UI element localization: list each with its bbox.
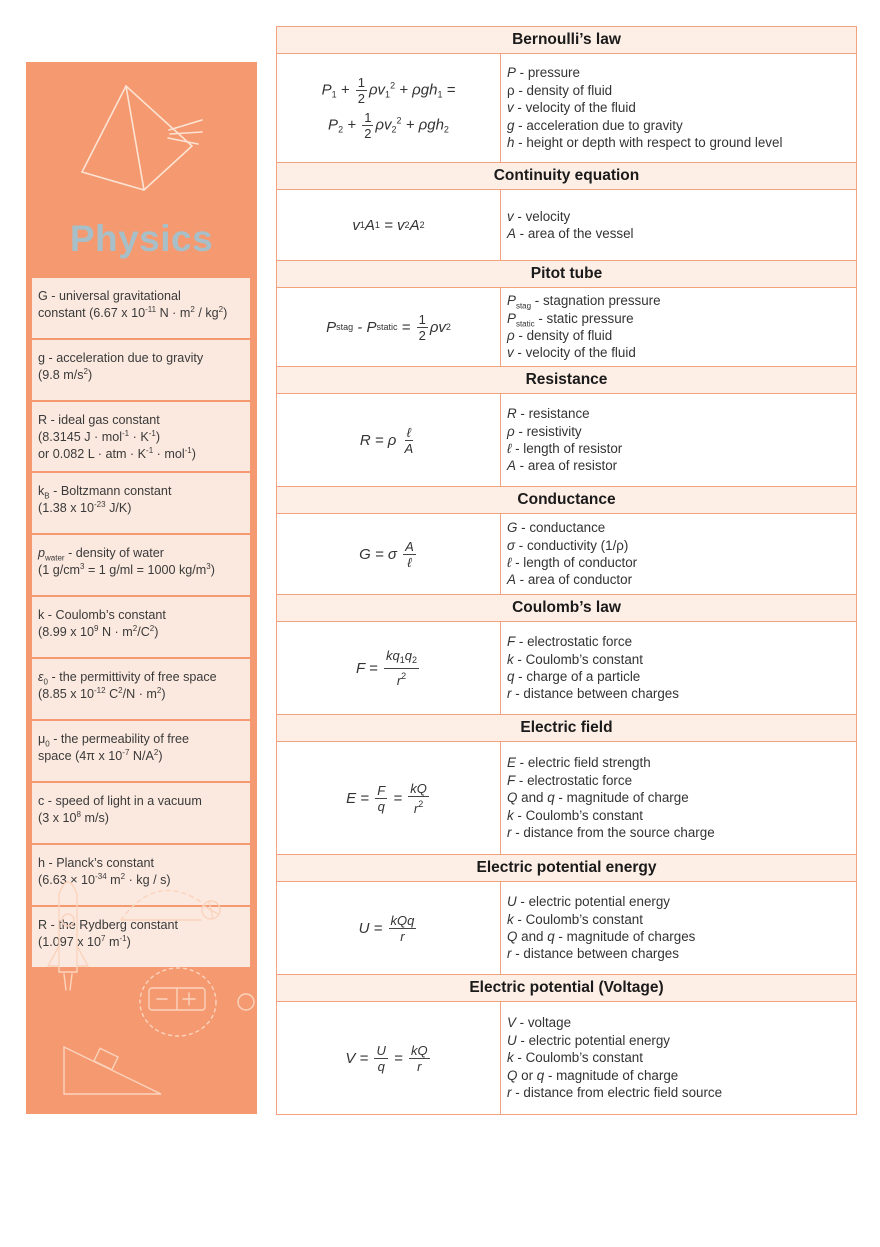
constant-text: (1.097 x 10 [38,935,102,949]
section-title-potential-energy: Electric potential energy [277,854,856,882]
definition-item [507,754,856,771]
constant-superscript: 2 [149,623,155,633]
definition-symbol: k [507,651,514,667]
definition-item [507,1049,856,1066]
definition-item [507,423,856,440]
constant-item [32,340,250,402]
definition-item [507,1067,856,1084]
definition-symbol: E [507,755,516,771]
definition-symbol: U [507,894,517,910]
section-title-resistance: Resistance [277,366,856,394]
definition-text: - voltage [515,1015,572,1031]
definition-text: - electric potential energy [516,894,670,910]
constant-item [32,535,250,597]
constant-subscript: 0 [43,677,48,687]
section-title-conductance: Conductance [277,486,856,514]
section-title-potential: Electric potential (Voltage) [277,974,856,1002]
definition-text: - density of fluid [514,328,613,343]
definition-symbol: v [507,345,514,361]
pyramid-prism-icon [74,82,204,194]
constant-text: ) [87,368,93,382]
definition-item [507,893,856,910]
constant-item [32,659,250,721]
constant-text: ) [154,625,159,639]
bernoulli-definitions [501,54,856,162]
constant-line [38,624,244,641]
definition-item [507,134,856,151]
definition-symbol: q [547,929,555,944]
definition-item [507,668,856,685]
definition-symbol: P [507,310,516,326]
constant-text: h - Planck’s constant [38,856,154,870]
definition-item [507,99,856,116]
definition-text: - velocity of the fluid [513,100,636,116]
constant-line [38,731,244,748]
definition-subscript: static [515,319,535,329]
definition-text: - Coulomb’s constant [513,807,643,823]
potential-definitions [501,1002,856,1114]
constant-text: ) [191,447,196,461]
constant-text: or 0.082 L · atm · K [38,447,147,461]
constant-line [38,288,244,305]
constant-superscript: -12 [94,685,106,695]
constant-text: R - the Rydberg constant [38,918,179,932]
constant-text: G - universal gravitational [38,289,181,303]
definition-text: - pressure [515,65,580,81]
section-electric-field [277,742,856,854]
definition-symbol: ℓ [507,441,512,456]
constant-line [38,810,244,827]
constant-text: /C [137,625,150,639]
constant-text: N/A [129,749,154,763]
section-resistance [277,394,856,486]
conductance-definitions [501,514,856,594]
constant-text: ) [158,749,163,763]
constant-text: ) [223,306,228,320]
pitot-definitions [501,288,856,366]
resistance-formula: R = ρ $\frac{\text{ℓ}}{A}$ [277,394,501,486]
constant-item [32,597,250,659]
conductance-formula: G = σ $\frac{A}{\text{ℓ}}$ [277,514,501,594]
definition-text: - velocity of the fluid [513,345,636,361]
definition-symbol: A [507,572,516,588]
definition-item [507,928,856,945]
definition-symbol: R [507,406,517,422]
constant-text: ) [126,935,131,949]
section-coulomb [277,622,856,714]
section-conductance [277,514,856,594]
constant-superscript: 8 [76,809,81,819]
potential-energy-definitions [501,882,856,974]
definition-text: - area of conductor [515,572,633,588]
physics-doodles [26,862,257,1114]
definition-text: - stagnation pressure [531,293,661,309]
constant-text: constant (6.67 x 10 [38,306,146,320]
definition-item [507,772,856,789]
constant-line [38,793,244,810]
definition-item [507,807,856,824]
definition-text: - acceleration due to gravity [514,117,683,133]
constant-subscript: water [45,553,65,563]
definition-item [507,911,856,928]
constant-text: (9.8 m/s [38,368,84,382]
constant-item [32,721,250,783]
constant-text: · K [129,430,149,444]
definition-text: - distance between charges [511,946,679,962]
definition-symbol: v [507,208,514,224]
definition-text: - Coulomb’s constant [513,651,643,667]
constant-subscript: 0 [45,739,50,749]
constant-text: - the permittivity of free space [48,670,217,684]
formula-table [276,26,857,1115]
definition-text: - electrostatic force [515,772,633,788]
definition-item [507,327,856,344]
definition-text: - area of the vessel [515,226,634,241]
constant-text: (1.38 x 10 [38,501,95,515]
definition-item [507,292,856,309]
definition-symbol: Q [507,929,518,944]
constant-text: R - ideal gas constant [38,413,160,427]
constant-text: - Boltzmann constant [49,484,172,498]
constant-symbol: μ [38,732,46,746]
section-potential [277,1002,856,1114]
definition-symbol: F [507,634,516,650]
constant-text: - density of water [64,546,164,560]
definition-symbol: ρ [507,328,515,343]
constant-line [38,429,244,446]
definition-symbol: σ [507,537,516,553]
definition-symbol: U [507,1032,517,1048]
constant-line [38,412,244,429]
section-title-coulomb: Coulomb’s law [277,594,856,622]
constant-superscript: 2 [83,366,88,376]
definition-item [507,64,856,81]
constant-superscript: -1 [119,933,127,943]
definition-item [507,789,856,806]
constant-text: m/s) [80,811,109,825]
constant-text: k - Coulomb’s constant [38,608,166,622]
definition-text: - resistivity [514,423,582,439]
constant-line [38,669,244,686]
definition-item [507,117,856,134]
definition-symbol: g [507,117,515,133]
constant-text: ) [161,687,166,701]
constant-superscript: 2 [118,685,123,695]
definition-symbol: q [536,1067,545,1083]
coulomb-definitions [501,622,856,714]
section-title-pitot: Pitot tube [277,260,856,288]
definition-text: - velocity [513,208,571,224]
section-potential-energy [277,882,856,974]
definition-symbol: A [507,226,516,241]
constant-text: c - speed of light in a vacuum [38,794,202,808]
definition-text: - Coulomb’s constant [513,911,643,927]
definition-symbol: Q [507,790,518,806]
constant-text: (8.3145 J · mol [38,430,122,444]
definition-symbol: k [507,911,514,927]
constant-text: · kg / s) [125,873,171,887]
definition-item [507,225,856,242]
definition-item [507,685,856,702]
definition-item [507,633,856,650]
bernoulli-formula: $P_1$ + $\frac{1}{2}$ $\rho v_1^2 + \rho gh_1$ = $P_2$ + $\frac{1}{2}$ $\rho v_2^2 + \rho gh_2$ [277,54,501,162]
coulomb-formula: F = $\frac{kq_1q_2}{r^2}$ [277,622,501,714]
definition-text: - distance from electric field source [511,1085,723,1101]
definition-text: - Coulomb’s constant [513,1050,643,1066]
definition-symbol: G [507,520,518,536]
definition-text: - static pressure [534,310,634,326]
constant-item [32,278,250,340]
constant-superscript: 2 [156,685,162,695]
definition-item [507,208,856,225]
constant-line [38,305,244,322]
constant-line [38,545,244,562]
constant-text: /N · m [122,687,157,701]
definition-text: - electrostatic force [515,634,633,650]
pitot-formula: P stag - P static = $\frac{1}{2}$ ρv 2 [277,288,501,366]
constant-superscript: 2 [190,304,195,314]
definition-symbol: r [507,946,512,962]
definition-subscript: stag [515,301,532,311]
definition-item [507,1014,856,1031]
continuity-formula: v 1 A 1 = v 2 A 2 [277,190,501,260]
potential-energy-formula: U = $\frac{\text{kQq}}{r}$ [277,882,501,974]
definition-text: - distance from the source charge [511,825,715,841]
definition-text: - charge of a particle [514,669,641,684]
definition-item [507,554,856,571]
definition-text: - area of resistor [515,458,618,474]
constant-text: J/K) [105,501,132,515]
constant-superscript: 7 [101,933,106,943]
definition-item [507,82,856,99]
constant-text: (8.99 x 10 [38,625,95,639]
section-title-electric-field: Electric field [277,714,856,742]
definition-text: and [517,929,548,944]
definition-item [507,440,856,457]
definition-item [507,457,856,474]
constant-superscript: -1 [148,428,156,438]
definition-item [507,344,856,361]
constant-line [38,562,244,579]
constant-superscript: 3 [206,561,211,571]
definition-text: ρ - density of fluid [507,82,613,98]
constant-text: m [105,935,120,949]
constant-symbol: p [38,546,46,560]
constant-line [38,483,244,500]
constant-superscript: 2 [218,304,224,314]
definition-text: - conductivity (1/ρ) [515,537,629,553]
definition-text: - electric field strength [515,755,651,771]
definition-symbol: k [507,807,514,823]
definition-symbol: v [507,100,514,116]
constant-superscript: -1 [184,445,192,455]
definition-item [507,1032,856,1049]
continuity-definitions [501,190,856,260]
constant-line [38,367,244,384]
definition-symbol: P [507,65,516,81]
definition-symbol: P [507,293,516,309]
constant-superscript: -7 [122,747,130,757]
section-pitot [277,288,856,366]
constant-symbol: k [38,484,45,498]
definition-item [507,571,856,588]
constant-text: g - acceleration due to gravity [38,351,204,365]
definition-item [507,519,856,536]
definition-symbol: h [507,135,515,151]
electric-field-definitions [501,742,856,854]
constant-text: N · m [98,625,133,639]
constant-text: C [105,687,119,701]
definition-item [507,405,856,422]
constant-line [38,500,244,517]
definition-text: - length of conductor [511,555,638,570]
constant-superscript: 3 [80,561,85,571]
resistance-definitions [501,394,856,486]
definition-symbol: A [507,458,516,474]
constant-superscript: 9 [94,623,99,633]
constant-superscript: 2 [132,623,138,633]
section-title-continuity: Continuity equation [277,162,856,190]
definition-item [507,824,856,841]
definition-text: - magnitude of charges [554,929,696,944]
definition-text: - resistance [516,406,590,422]
constant-text: N · m [156,306,191,320]
sidebar-title: Physics [69,218,214,259]
definition-symbol: ρ [507,423,515,439]
definition-text: - length of resistor [511,441,623,456]
definition-item [507,945,856,962]
constants-sidebar [26,62,257,1114]
constant-text: (3 x 10 [38,811,77,825]
definition-symbol: q [507,669,515,684]
constant-superscript: -34 [95,871,107,881]
constant-line [38,446,244,463]
section-title-bernoulli: Bernoulli’s law [277,26,856,54]
definition-item [507,537,856,554]
constant-symbol: ε [38,670,44,684]
constant-superscript: 2 [120,871,126,881]
constant-line [38,748,244,765]
constant-text: - the permeability of free [49,732,190,746]
electric-field-formula: E = $\frac{F}{q}$ = $\frac{kQ}{r^2}$ [277,742,501,854]
definition-symbol: r [507,825,512,841]
definition-item [507,651,856,668]
definition-text: - conductance [517,520,606,536]
definition-text: - electric potential energy [516,1032,670,1048]
constant-item [32,473,250,535]
definition-text: or [517,1067,537,1083]
constant-line [38,350,244,367]
constant-text: m [106,873,121,887]
constant-superscript: -11 [145,304,157,314]
constant-item [32,783,250,845]
definition-item [507,310,856,327]
definition-symbol: r [507,1085,512,1101]
definition-symbol: ℓ [507,555,512,570]
potential-formula: V = $\frac{U}{q}$ = $\frac{kQ}{r}$ [277,1002,501,1114]
constant-text: (8.85 x 10 [38,687,95,701]
constant-text: (6.63 × 10 [38,873,96,887]
section-continuity [277,190,856,260]
definition-text: - distance between charges [511,686,679,702]
constant-text: ) [155,430,161,444]
definition-symbol: q [547,790,555,806]
constant-text: space (4π x 10 [38,749,123,763]
definition-symbol: V [507,1015,516,1031]
constant-subscript: B [44,491,50,501]
definition-text: - height or depth with respect to ground level [514,135,783,151]
definition-text: and [517,790,548,806]
definition-symbol: Q [507,1067,518,1083]
constant-superscript: -1 [122,428,130,438]
constant-superscript: -1 [146,445,154,455]
constant-line [38,607,244,624]
constant-text: / kg [194,306,219,320]
definition-symbol: k [507,1050,514,1066]
constant-text: = 1 g/ml = 1000 kg/m [84,563,207,577]
constant-item [32,402,250,473]
section-bernoulli [277,54,856,162]
definition-symbol: F [507,772,516,788]
constant-superscript: 2 [153,747,159,757]
definition-symbol: r [507,686,512,702]
constant-superscript: -23 [94,499,106,509]
definition-text: - magnitude of charge [544,1067,679,1083]
constant-text: · mol [153,447,185,461]
constant-text: ) [210,563,215,577]
definition-text: - magnitude of charge [554,790,689,806]
definition-item [507,1084,856,1101]
constant-line [38,686,244,703]
constant-text: (1 g/cm [38,563,80,577]
